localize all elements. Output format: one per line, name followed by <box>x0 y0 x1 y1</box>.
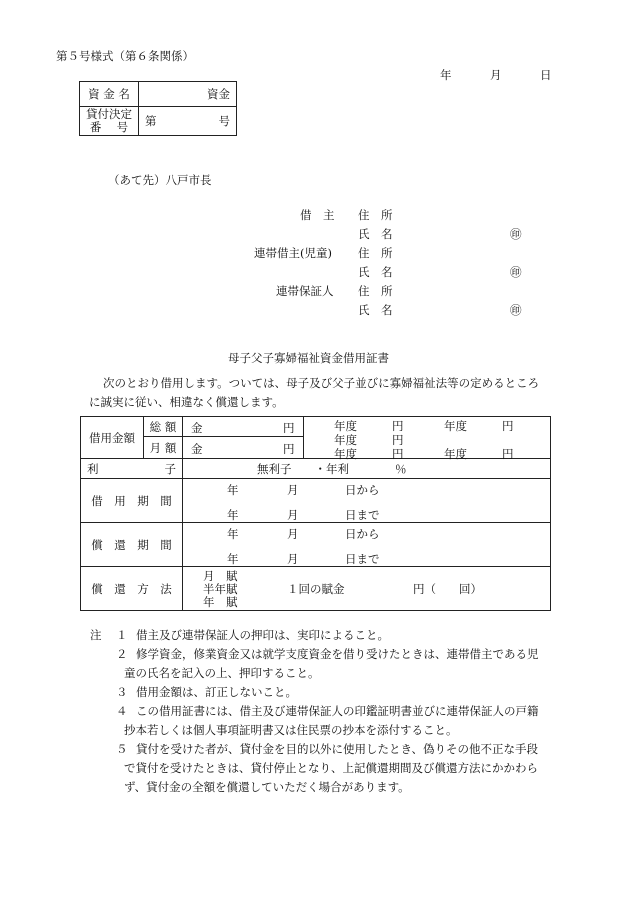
party-borrower-address-label: 住 所 <box>358 208 393 222</box>
note-3-number: ３ <box>116 685 128 699</box>
repayment-method-cell: 月 賦 半年賦 年 賦 １回の賦金 円（ 回） <box>183 567 551 611</box>
note-1-line-1: 借主及び連帯保証人の押印は、実印によること。 <box>136 628 389 642</box>
note-4-number: ４ <box>116 704 128 718</box>
interest-label: 利 子 <box>81 459 183 479</box>
form-label: 第５号様式（第６条関係） <box>56 49 194 63</box>
party-guarantor-name-label: 氏 名 <box>358 303 393 317</box>
fund-table <box>79 81 237 136</box>
interest-value: 無利子 ・年利 ％ <box>183 459 551 479</box>
intro-line-1: 次のとおり借用します。ついては、母子及び父子並びに寡婦福祉法等の定めるところ <box>103 376 540 390</box>
total-amount-cell <box>183 417 304 437</box>
party-guarantor-role: 連帯保証人 <box>276 284 334 298</box>
monthly-yen: 円 <box>283 441 295 456</box>
total-amount-label: 総 額 <box>144 417 183 437</box>
intro-line-2: に誠実に従い、相違なく償還します。 <box>89 395 284 409</box>
party-joint-borrower-name-label: 氏 名 <box>358 265 393 279</box>
seal-mark: ㊞ <box>510 227 522 241</box>
fund-name-value: 資金 <box>139 82 237 107</box>
note-2-number: ２ <box>116 647 128 661</box>
note-5-number: ５ <box>116 742 128 756</box>
note-3-line-1: 借用金額は、訂正しないこと。 <box>136 685 297 699</box>
notes-label: 注 <box>90 628 102 642</box>
date-year: 年 <box>440 68 452 82</box>
repayment-period-label: 償 還 期 間 <box>81 523 183 567</box>
note-1-number: １ <box>116 628 128 642</box>
repayment-period-cell: 年 月 日から 年 月 日まで <box>183 523 551 567</box>
party-borrower-name-label: 氏 名 <box>358 227 393 241</box>
loan-number-value <box>139 107 237 136</box>
note-4-line-2: 抄本若しくは個人事項証明書又は住民票の抄本を添付すること。 <box>124 723 458 737</box>
total-yen: 円 <box>283 420 295 435</box>
seal-mark: ㊞ <box>510 303 522 317</box>
monthly-amount-label: 月 額 <box>144 437 183 459</box>
total-kin: 金 <box>191 420 203 435</box>
yearly-breakdown-cell: 年度 円 年度 円 年度 円 年度 円 年度 円 <box>304 417 551 459</box>
borrowing-period-label: 借 用 期 間 <box>81 479 183 523</box>
note-5-line-1: 貸付を受けた者が、貸付金を目的以外に使用したとき、偽りその他不正な手段 <box>136 742 539 756</box>
monthly-kin: 金 <box>191 441 203 456</box>
document-title: 母子父子寡婦福祉資金借用証書 <box>228 351 389 365</box>
note-4-line-1: この借用証書には、借主及び連帯保証人の印鑑証明書並びに連帯保証人の戸籍 <box>136 704 539 718</box>
borrowing-period-cell: 年 月 日から 年 月 日まで <box>183 479 551 523</box>
monthly-amount-cell <box>183 437 304 459</box>
amount-label: 借用金額 <box>81 417 144 459</box>
loan-number-label: 貸付決定 番 号 <box>80 107 139 136</box>
repayment-method-label: 償 還 方 法 <box>81 567 183 611</box>
note-5-line-3: ず、貸付金の全額を償還していただく場合があります。 <box>124 780 410 794</box>
note-5-line-2: で貸付を受けたときは、貸付停止となり、上記償還期間及び償還方法にかかわら <box>124 761 538 775</box>
party-joint-borrower-address-label: 住 所 <box>358 246 393 260</box>
seal-mark: ㊞ <box>510 265 522 279</box>
loan-number-suffix: 号 <box>218 114 230 128</box>
note-2-line-2: 童の氏名を記入の上、押印すること。 <box>124 666 320 680</box>
party-joint-borrower-role: 連帯借主(児童) <box>254 246 332 260</box>
fund-name-label: 資 金 名 <box>80 82 139 107</box>
party-guarantor-address-label: 住 所 <box>358 284 393 298</box>
loan-number-prefix: 第 <box>145 114 157 128</box>
addressee: （あて先）八戸市長 <box>108 173 212 187</box>
date-day: 日 <box>540 68 552 82</box>
party-borrower-role: 借 主 <box>300 208 335 222</box>
loan-table <box>80 416 551 611</box>
note-2-line-1: 修学資金，修業資金又は就学支度資金を借り受けたときは、連帯借主である児 <box>136 647 539 661</box>
date-month: 月 <box>490 68 502 82</box>
